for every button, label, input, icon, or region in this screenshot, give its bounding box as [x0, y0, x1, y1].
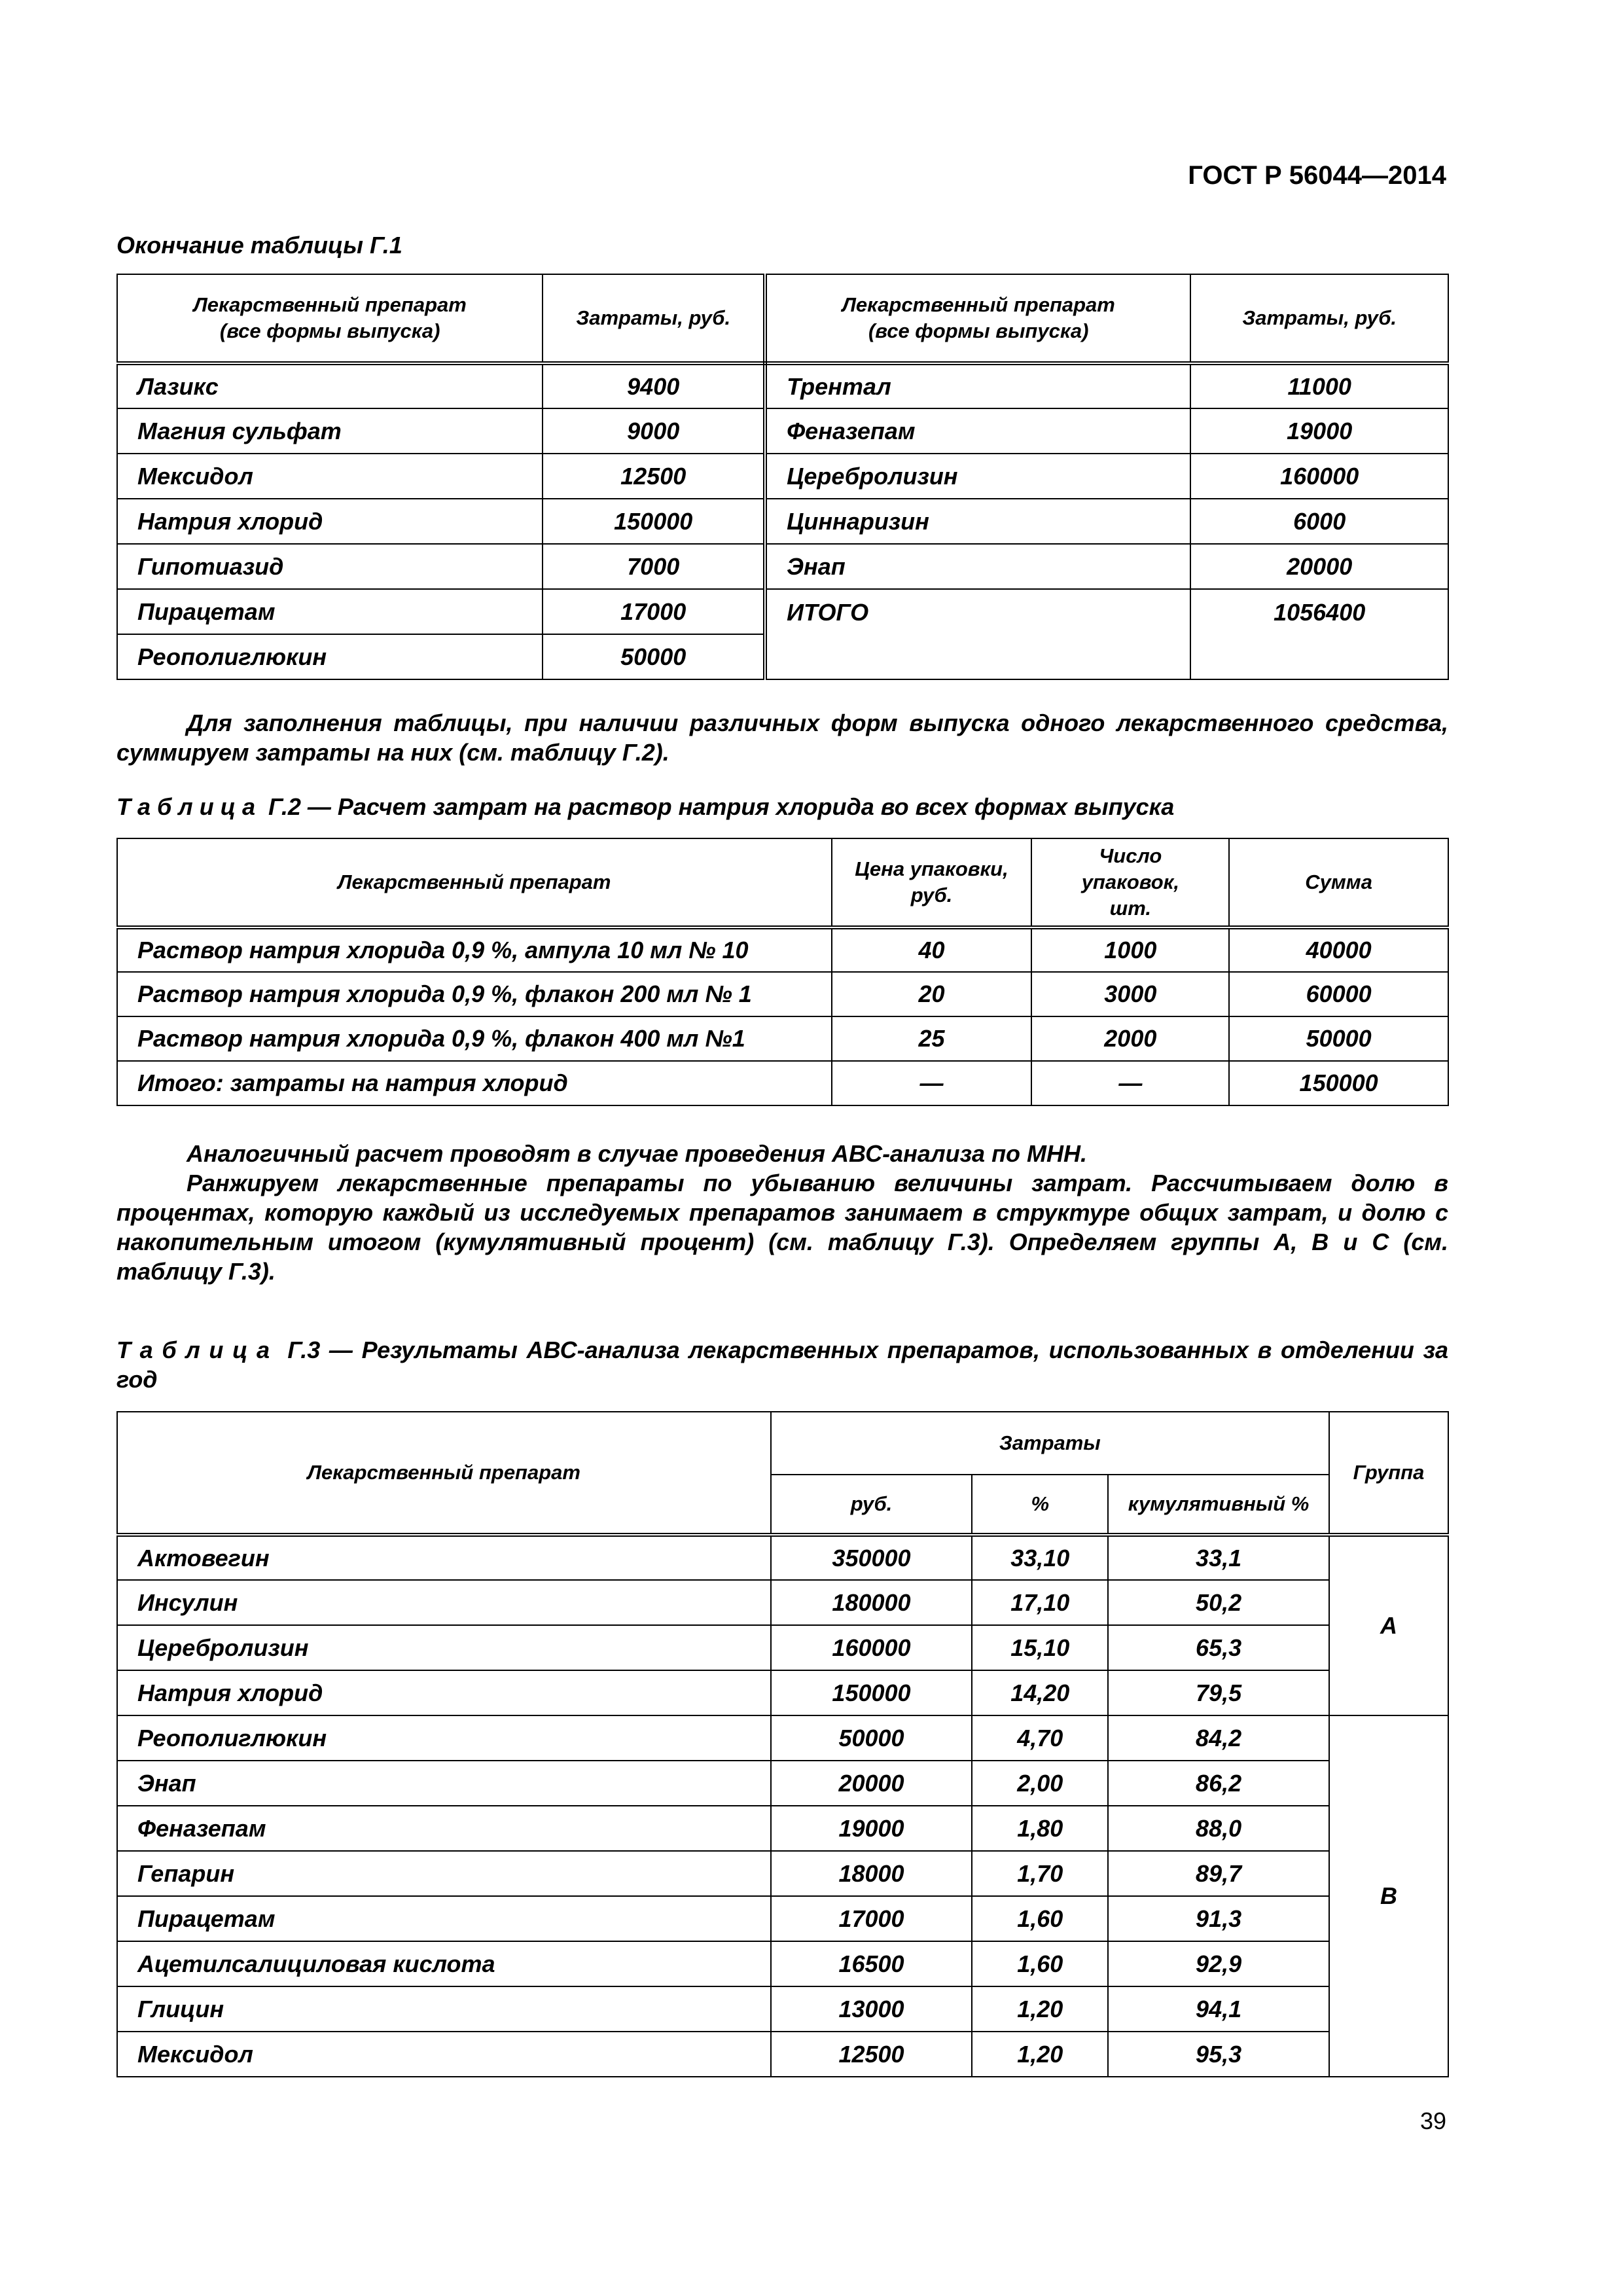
table-row: Раствор натрия хлорида 0,9 %, ампула 10 мл № 10 40 1000 40000 [117, 927, 1448, 972]
table-row: Магния сульфат 9000 Феназепам 19000 [117, 408, 1448, 454]
table-row: Лазикс 9400 Трентал 11000 [117, 363, 1448, 408]
header-rub: руб. [771, 1475, 972, 1535]
table-row: Гепарин 18000 1,70 89,7 [117, 1851, 1448, 1896]
header-sum: Сумма [1229, 838, 1448, 927]
table-row: Энап 20000 2,00 86,2 [117, 1761, 1448, 1806]
table-g2 [116, 838, 1449, 1106]
header-cumulative: кумулятивный % [1108, 1475, 1329, 1535]
table-row: Пирацетам 17000 ИТОГО 1056400 [117, 589, 1448, 634]
standard-designation: ГОСТ Р 56044—2014 [1188, 161, 1446, 190]
paragraph-analysis: Аналогичный расчет проводят в случае проведения АВС-анализа по МНН. Ранжируем лекарственные препараты по убыванию величины затрат. Рассчитываем долю в процентах, которую каждый из исследуемых препаратов занимает в структуре общих затрат, и долю с накопительным итогом (кумулятивный процент) (см. таблицу Г.3). Определяем группы А, В и С (см. таблицу Г.3). [116, 1140, 1448, 1285]
header-cost-right: Затраты, руб. [1190, 274, 1448, 363]
paragraph-fill-table: Для заполнения таблицы, при наличии различных форм выпуска одного лекарственного средства, суммируем затраты на них (см. таблицу Г.2). [116, 709, 1448, 766]
table-row: Актовегин 350000 33,10 33,1 А [117, 1535, 1448, 1580]
header-price: Цена упаковки, руб. [832, 838, 1032, 927]
table-row: Ацетилсалициловая кислота 16500 1,60 92,9 [117, 1941, 1448, 1986]
table-row: Натрия хлорид 150000 14,20 79,5 [117, 1670, 1448, 1715]
table3-caption: Т а б л и ц а Г.3 — Результаты АВС-анализа лекарственных препаратов, использованных в отделении за год [116, 1336, 1448, 1393]
table-g3 [116, 1411, 1449, 2077]
header-drug-left: Лекарственный препарат (все формы выпуска) [117, 274, 543, 363]
table-row: Гипотиазид 7000 Энап 20000 [117, 544, 1448, 589]
table-row: Феназепам 19000 1,80 88,0 [117, 1806, 1448, 1851]
header-count: Число упаковок, шт. [1031, 838, 1229, 927]
table-row: Натрия хлорид 150000 Циннаризин 6000 [117, 499, 1448, 544]
header-drug: Лекарственный препарат [117, 838, 832, 927]
table-row: Инсулин 180000 17,10 50,2 [117, 1580, 1448, 1625]
header-costs: Затраты [771, 1412, 1329, 1475]
header-cost-left: Затраты, руб. [543, 274, 765, 363]
header-pct: % [972, 1475, 1108, 1535]
table-row: Мексидол 12500 Церебролизин 160000 [117, 454, 1448, 499]
table-row: Раствор натрия хлорида 0,9 %, флакон 400 мл №1 25 2000 50000 [117, 1016, 1448, 1061]
header-drug: Лекарственный препарат [117, 1412, 771, 1535]
table2-caption: Т а б л и ц а Г.2 — Расчет затрат на раствор натрия хлорида во всех формах выпуска [116, 793, 1175, 820]
table-row: Реополиглюкин 50000 [117, 634, 1448, 679]
table-row: Итого: затраты на натрия хлорид — — 150000 [117, 1061, 1448, 1105]
header-drug-right: Лекарственный препарат (все формы выпуска) [765, 274, 1190, 363]
group-a: А [1329, 1535, 1448, 1715]
table-g1 [116, 274, 1449, 680]
table-row: Мексидол 12500 1,20 95,3 [117, 2032, 1448, 2077]
table1-caption: Окончание таблицы Г.1 [116, 232, 402, 259]
table-row: Церебролизин 160000 15,10 65,3 [117, 1625, 1448, 1670]
group-b: В [1329, 1715, 1448, 2077]
header-group: Группа [1329, 1412, 1448, 1535]
table-row: Глицин 13000 1,20 94,1 [117, 1986, 1448, 2032]
table-row: Раствор натрия хлорида 0,9 %, флакон 200 мл № 1 20 3000 60000 [117, 972, 1448, 1016]
page-number: 39 [1419, 2108, 1446, 2134]
table-row: Пирацетам 17000 1,60 91,3 [117, 1896, 1448, 1941]
table-row: Реополиглюкин 50000 4,70 84,2 В [117, 1715, 1448, 1761]
